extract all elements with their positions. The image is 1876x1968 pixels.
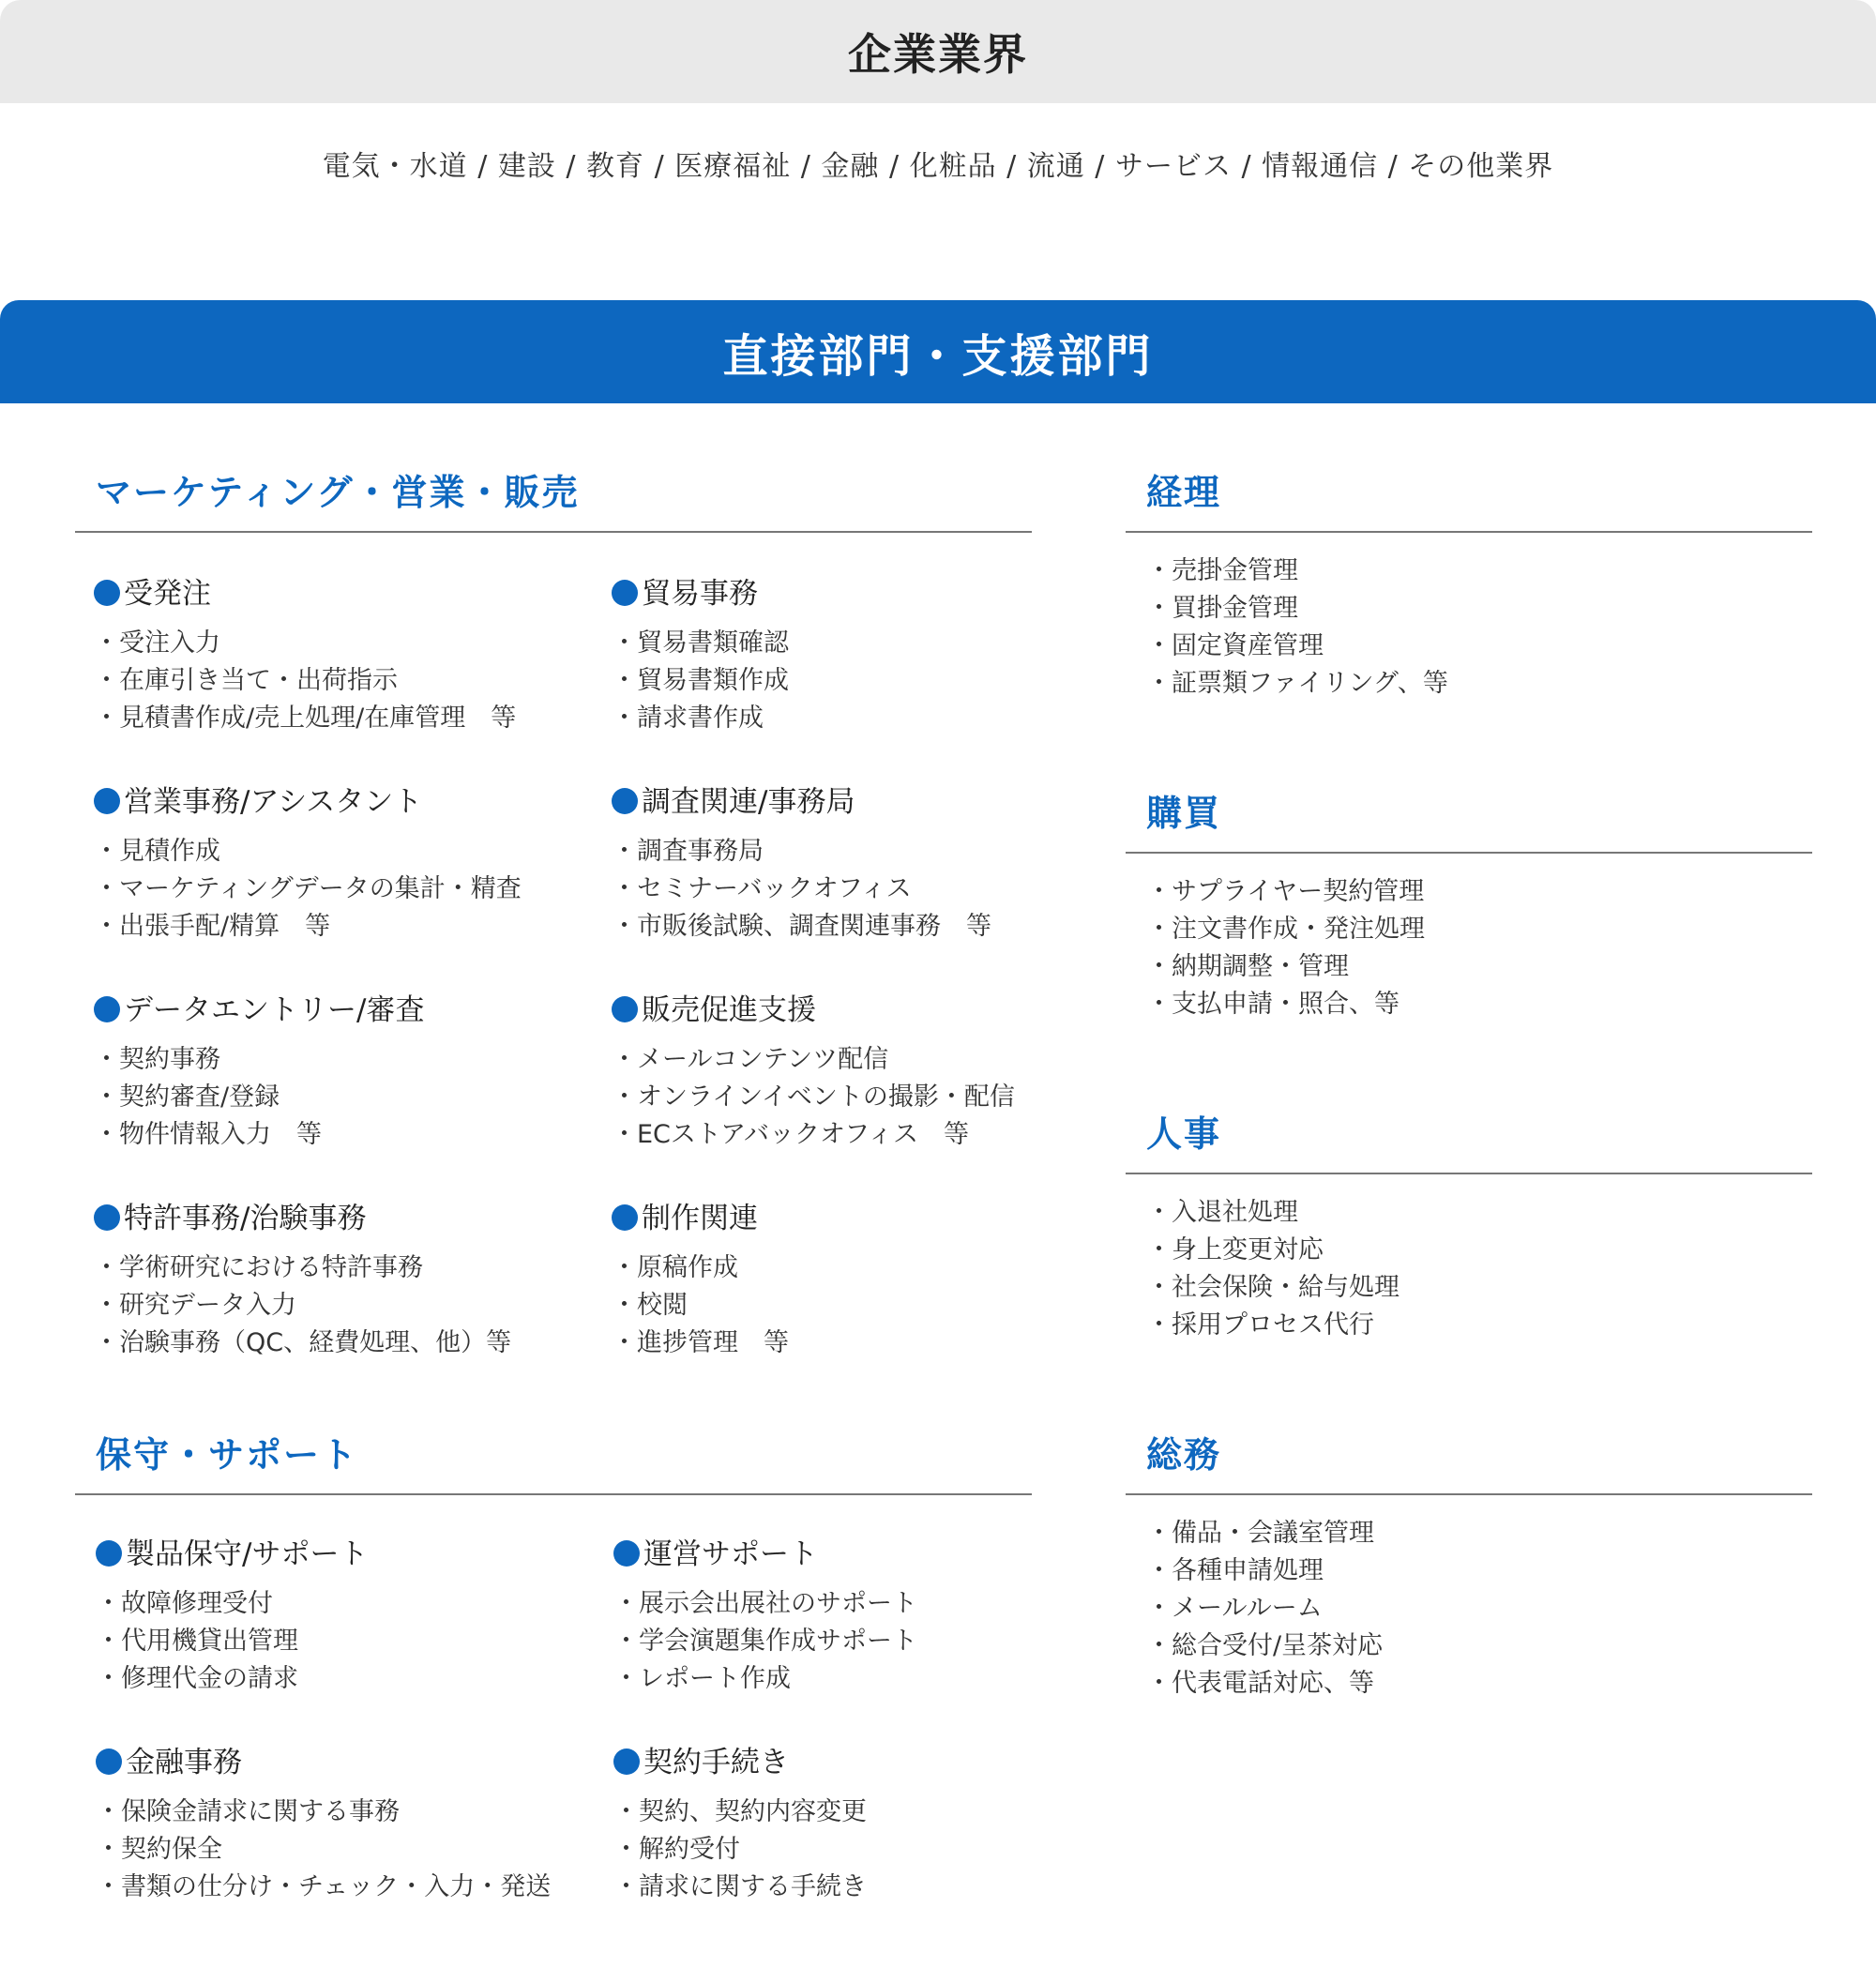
list-item: ・在庫引き当て・出荷指示: [94, 666, 398, 695]
list-item: ・入退社処理: [1146, 1198, 1298, 1227]
category-title-support: 保守・サポート: [96, 1434, 359, 1476]
list-item: ・物件情報入力 等: [94, 1120, 322, 1149]
bullet-dot-icon: [94, 1204, 120, 1231]
list-item: ・備品・会議室管理: [1146, 1519, 1374, 1548]
category-title-hr: 人事: [1146, 1113, 1222, 1155]
bullet-dot-icon: [613, 1540, 640, 1567]
group-title: 営業事務/アシスタント: [124, 785, 423, 819]
group-items: [94, 833, 563, 946]
bullet-dot-icon: [612, 788, 638, 814]
category-title-purchasing: 購買: [1146, 793, 1222, 834]
group-financial-affairs: [96, 1741, 565, 1906]
group-title: 契約手続き: [643, 1746, 789, 1779]
list-item: ・社会保険・給与処理: [1146, 1273, 1399, 1302]
group-title: 製品保守/サポート: [126, 1537, 369, 1571]
list-item: ・買掛金管理: [1146, 594, 1298, 623]
category-divider: [75, 1493, 1032, 1495]
list-item: ・代表電話対応、等: [1146, 1669, 1374, 1698]
bullet-dot-icon: [613, 1748, 640, 1775]
list-item: ・セミナーバックオフィス: [612, 874, 912, 903]
accounting-list: [1146, 553, 1448, 703]
bullet-dot-icon: [94, 996, 120, 1022]
list-item: ・調査事務局: [612, 837, 764, 866]
group-patent-clinical: [94, 1197, 563, 1362]
group-items: [612, 1041, 1081, 1154]
category-divider: [1126, 852, 1812, 854]
category-divider: [1126, 1173, 1812, 1174]
list-item: ・治験事務（QC、経費処理、他）等: [94, 1328, 512, 1357]
group-items: [96, 1585, 565, 1698]
group-order-processing: [94, 572, 563, 737]
group-title: 受発注: [124, 577, 211, 611]
list-item: ・進捗管理 等: [612, 1328, 789, 1357]
list-item: ・証票類ファイリング、等: [1146, 669, 1448, 698]
purchasing-list: [1146, 873, 1425, 1023]
list-item: ・メールルーム: [1146, 1594, 1323, 1623]
list-item: ・請求に関する手続き: [613, 1872, 867, 1901]
list-item: ・校閲: [612, 1291, 688, 1320]
list-item: ・見積書作成/売上処理/在庫管理 等: [94, 704, 517, 733]
list-item: ・市販後試験、調査関連事務 等: [612, 912, 991, 941]
list-item: ・研究データ入力: [94, 1291, 296, 1320]
bullet-dot-icon: [94, 580, 120, 606]
bullet-dot-icon: [612, 1204, 638, 1231]
group-items: [94, 625, 563, 737]
group-title: 販売促進支援: [642, 993, 816, 1027]
list-item: ・受注入力: [94, 628, 220, 658]
group-items: [613, 1585, 1082, 1698]
bullet-dot-icon: [612, 580, 638, 606]
group-title: 特許事務/治験事務: [124, 1202, 367, 1235]
group-items: [96, 1794, 565, 1906]
group-items: [613, 1794, 1082, 1906]
bullet-dot-icon: [96, 1748, 122, 1775]
list-item: ・支払申請・照合、等: [1146, 990, 1399, 1019]
group-data-entry: [94, 989, 563, 1154]
group-trade-affairs: [612, 572, 1081, 737]
group-title: データエントリー/審査: [124, 993, 425, 1027]
group-title: 運営サポート: [643, 1537, 818, 1571]
list-item: ・解約受付: [613, 1835, 740, 1864]
list-item: ・書類の仕分け・チェック・入力・発送: [96, 1872, 552, 1901]
bullet-dot-icon: [612, 996, 638, 1022]
list-item: ・出張手配/精算 等: [94, 912, 331, 941]
list-item: ・展示会出展社のサポート: [613, 1589, 917, 1618]
group-items: [612, 1249, 1081, 1362]
list-item: ・マーケティングデータの集計・精査: [94, 874, 522, 903]
list-item: ・学会演題集作成サポート: [613, 1627, 917, 1656]
group-sales-assistant: [94, 780, 563, 946]
departments-header: 直接部門・支援部門: [0, 300, 1876, 403]
bullet-dot-icon: [94, 788, 120, 814]
list-item: ・学術研究における特許事務: [94, 1253, 423, 1282]
group-product-maintenance: [96, 1533, 565, 1698]
group-sales-promotion: [612, 989, 1081, 1154]
bullet-dot-icon: [96, 1540, 122, 1567]
list-item: ・貿易書類作成: [612, 666, 789, 695]
group-operation-support: [613, 1533, 1082, 1698]
category-title-marketing: マーケティング・営業・販売: [96, 472, 580, 513]
hr-list: [1146, 1194, 1399, 1344]
list-item: ・貿易書類確認: [612, 628, 789, 658]
industry-header: 企業業界: [0, 0, 1876, 103]
group-contract-procedures: [613, 1741, 1082, 1906]
list-item: ・総合受付/呈茶対応: [1146, 1631, 1384, 1660]
category-title-accounting: 経理: [1146, 472, 1222, 513]
list-item: ・注文書作成・発注処理: [1146, 915, 1425, 944]
list-item: ・各種申請処理: [1146, 1556, 1324, 1585]
industry-list: 電気・水道 / 建設 / 教育 / 医療福祉 / 金融 / 化粧品 / 流通 / サービス / 情報通信 / その他業界: [322, 150, 1554, 183]
list-item: ・保険金請求に関する事務: [96, 1797, 400, 1826]
list-item: ・納期調整・管理: [1146, 952, 1349, 981]
list-item: ・レポート作成: [613, 1664, 791, 1693]
list-item: ・原稿作成: [612, 1253, 738, 1282]
category-title-general-affairs: 総務: [1146, 1434, 1222, 1476]
general-affairs-list: [1146, 1515, 1383, 1703]
group-title: 金融事務: [126, 1746, 242, 1779]
list-item: ・サプライヤー契約管理: [1146, 877, 1425, 906]
group-items: [94, 1041, 563, 1154]
category-divider: [1126, 531, 1812, 533]
list-item: ・固定資産管理: [1146, 631, 1324, 660]
list-item: ・契約、契約内容変更: [613, 1797, 867, 1826]
category-divider: [75, 531, 1032, 533]
list-item: ・採用プロセス代行: [1146, 1310, 1374, 1340]
list-item: ・代用機貸出管理: [96, 1627, 298, 1656]
list-item: ・身上変更対応: [1146, 1235, 1324, 1264]
list-item: ・見積作成: [94, 837, 220, 866]
list-item: ・契約保全: [96, 1835, 222, 1864]
group-title: 貿易事務: [642, 577, 758, 611]
group-items: [612, 833, 1081, 946]
list-item: ・契約審査/登録: [94, 1082, 280, 1112]
category-divider: [1126, 1493, 1812, 1495]
list-item: ・売掛金管理: [1146, 556, 1298, 585]
list-item: ・故障修理受付: [96, 1589, 273, 1618]
group-research-secretariat: [612, 780, 1081, 946]
list-item: ・契約事務: [94, 1045, 220, 1074]
group-production: [612, 1197, 1081, 1362]
group-items: [94, 1249, 563, 1362]
list-item: ・請求書作成: [612, 704, 764, 733]
list-item: ・メールコンテンツ配信: [612, 1045, 889, 1074]
group-title: 調査関連/事務局: [642, 785, 855, 819]
list-item: ・ECストアバックオフィス 等: [612, 1120, 969, 1149]
group-title: 制作関連: [642, 1202, 758, 1235]
list-item: ・オンラインイベントの撮影・配信: [612, 1082, 1015, 1112]
group-items: [612, 625, 1081, 737]
list-item: ・修理代金の請求: [96, 1664, 298, 1693]
